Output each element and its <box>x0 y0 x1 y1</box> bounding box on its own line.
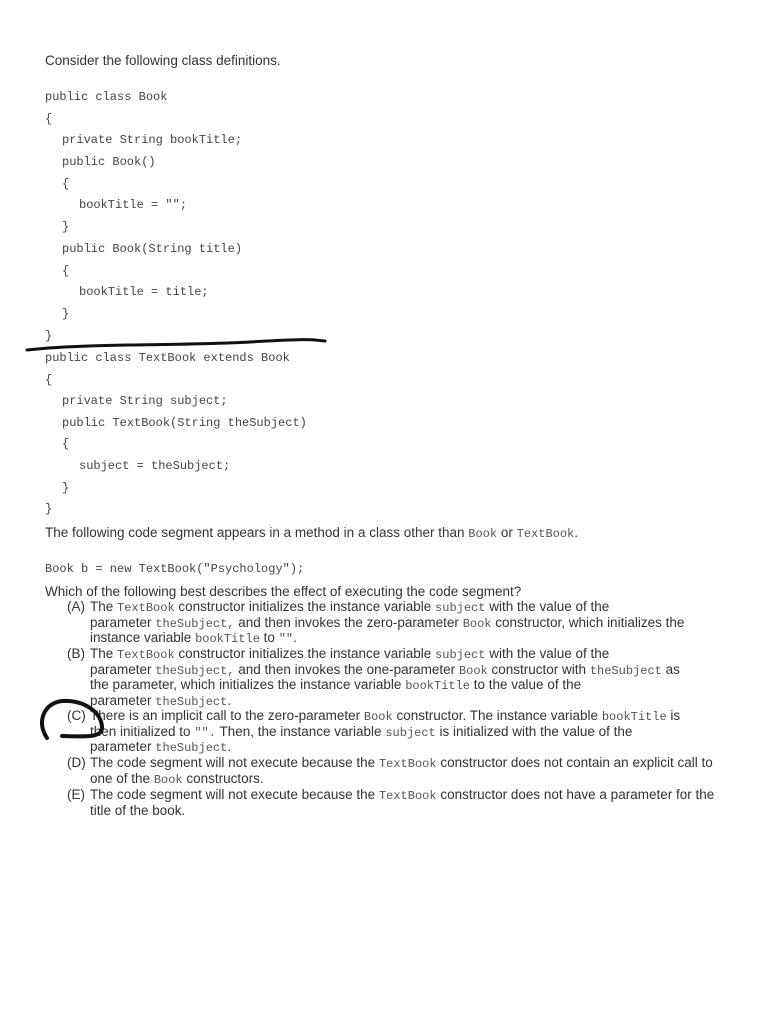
text: constructor with <box>491 661 587 677</box>
text: then initialized to <box>90 723 191 739</box>
inline-code: "" <box>278 632 294 646</box>
text: and then invokes the one-parameter <box>238 661 456 677</box>
option-label: (B) <box>67 646 85 661</box>
text: constructor does not have a parameter for the <box>440 787 715 802</box>
inline-code: bookTitle <box>601 710 667 724</box>
code-line: } <box>45 502 53 516</box>
text: constructor does not contain an explicit call to <box>440 755 713 770</box>
handwritten-divider-line <box>27 340 325 350</box>
code-line: bookTitle = title; <box>79 285 209 299</box>
text: is initialized with the value of the <box>439 723 633 739</box>
inline-code: TextBook <box>378 757 437 771</box>
option-text <box>90 646 680 708</box>
inline-code: theSubject <box>589 663 662 678</box>
text: The code segment will not execute because the <box>90 787 376 802</box>
code-line: public Book() <box>62 155 156 169</box>
code-line: public TextBook(String theSubject) <box>62 416 307 430</box>
text: one of the <box>90 770 151 786</box>
inline-code: subject <box>435 648 486 662</box>
inline-code: Book <box>462 616 492 631</box>
inline-code: Book <box>458 663 488 678</box>
inline-code: TextBook <box>378 789 437 803</box>
option-label: (E) <box>67 787 85 802</box>
inline-code: Book <box>468 527 498 541</box>
option-text <box>90 755 713 786</box>
text: The <box>90 646 114 661</box>
code-line: { <box>45 112 53 126</box>
inline-code: theSubject <box>155 741 228 755</box>
code-line: } <box>62 220 70 234</box>
text: parameter <box>90 692 152 708</box>
option-label: (A) <box>67 599 85 614</box>
segment-intro-text: . <box>574 525 579 540</box>
segment-intro-text: or <box>500 525 513 540</box>
text: to the value of the <box>473 677 582 692</box>
code-line: public class Book <box>45 90 168 104</box>
code-line: } <box>62 307 70 321</box>
code-line: { <box>62 437 70 451</box>
text: parameter <box>90 739 152 754</box>
question-stem: Which of the following best describes the effect of executing the code segment? <box>45 584 522 599</box>
code-line: { <box>62 177 70 191</box>
code-line: private String subject; <box>62 394 228 408</box>
text: with the value of the <box>489 646 610 661</box>
text: constructors. <box>186 770 264 786</box>
text: constructor, which initializes the <box>495 614 685 630</box>
code-line: { <box>62 264 70 278</box>
text: title of the book. <box>90 802 186 818</box>
intro-text: Consider the following class definitions. <box>45 53 281 68</box>
text: . <box>227 739 232 754</box>
text: parameter <box>90 661 152 677</box>
inline-code: Book <box>363 710 393 724</box>
code-line: } <box>45 329 53 343</box>
option-text <box>90 708 680 755</box>
text: . <box>293 630 297 645</box>
text: . <box>227 692 232 708</box>
code-line: private String bookTitle; <box>62 133 243 147</box>
text: parameter <box>90 614 152 630</box>
code-line: public Book(String title) <box>62 242 243 256</box>
segment-intro <box>45 525 578 542</box>
text: the parameter, which initializes the instance variable <box>90 677 402 692</box>
code-line: } <box>62 481 70 495</box>
inline-code: TextBook <box>516 527 575 541</box>
code-line: bookTitle = ""; <box>79 198 188 212</box>
segment-intro-text: The following code segment appears in a method in a class other than <box>45 525 465 540</box>
inline-code: bookTitle <box>405 679 470 693</box>
inline-code: subject <box>385 725 436 740</box>
text: constructor. The instance variable <box>396 708 599 723</box>
text: The code segment will not execute because the <box>90 755 376 770</box>
code-line: public class TextBook extends Book <box>45 351 290 365</box>
option-label: (D) <box>67 755 86 770</box>
text: Then, the instance variable <box>219 723 382 739</box>
text: constructor initializes the instance variable <box>178 646 432 661</box>
inline-code: bookTitle <box>195 632 260 646</box>
text: with the value of the <box>489 599 610 614</box>
code-line: subject = theSubject; <box>79 459 231 473</box>
inline-code: "". <box>194 725 216 740</box>
text: to <box>263 630 275 645</box>
inline-code: TextBook <box>117 648 175 662</box>
option-text <box>90 787 714 818</box>
code-segment: Book b = new TextBook("Psychology"); <box>45 562 305 576</box>
text: as <box>665 661 680 677</box>
text: constructor initializes the instance variable <box>178 599 432 614</box>
code-line: { <box>45 373 53 387</box>
inline-code: theSubject, <box>155 616 235 631</box>
inline-code: theSubject <box>155 694 228 709</box>
text: There is an implicit call to the zero-parameter <box>90 708 361 723</box>
option-text <box>90 599 684 646</box>
text: instance variable <box>90 630 192 645</box>
option-label: (C) <box>67 708 86 723</box>
inline-code: TextBook <box>117 601 175 615</box>
text: and then invokes the zero-parameter <box>238 614 459 630</box>
inline-code: theSubject, <box>155 663 235 678</box>
text: The <box>90 599 114 614</box>
inline-code: subject <box>435 601 486 615</box>
text: is <box>670 708 681 723</box>
inline-code: Book <box>153 772 183 787</box>
